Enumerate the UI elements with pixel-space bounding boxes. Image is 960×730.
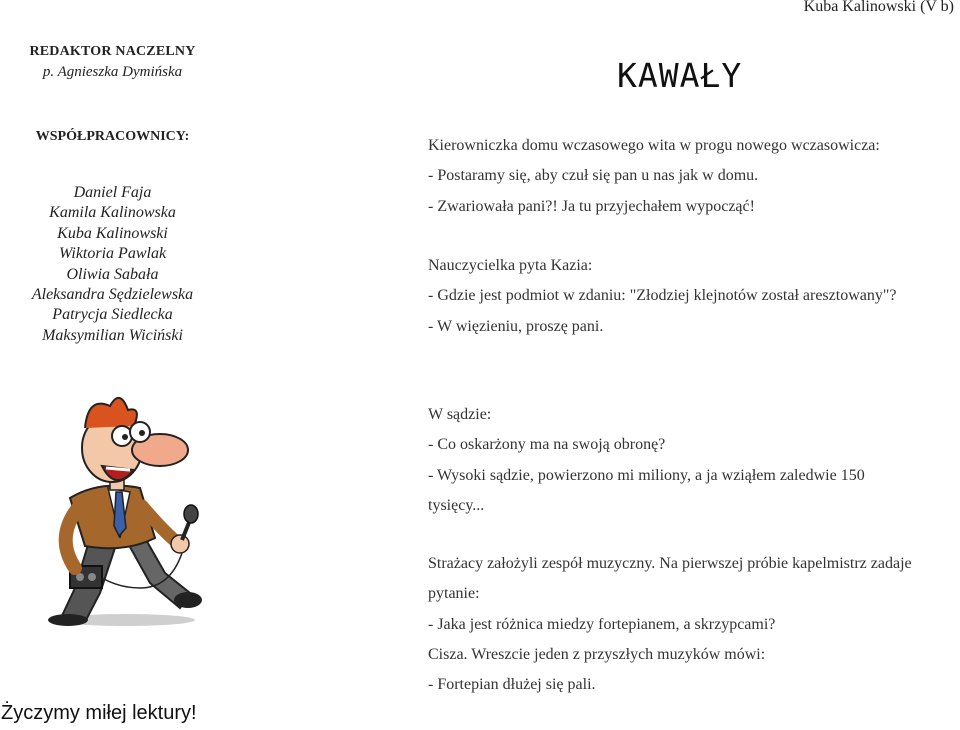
joke-line: - Gdzie jest podmiot w zdaniu: "Złodziej klejnotów został aresztowany"?: [428, 287, 897, 305]
page-title: KAWAŁY: [617, 56, 743, 95]
reporter-cartoon-image: [30, 388, 230, 628]
closing-message: Życzymy miłej lektury!: [1, 702, 197, 724]
joke-line: W sądzie:: [428, 406, 492, 423]
joke-line: - Co oskarżony ma na swoją obronę?: [428, 436, 666, 454]
collaborator-name: Kuba Kalinowski: [57, 224, 168, 242]
collaborator-name: Daniel Faja: [73, 184, 152, 201]
editor-title: REDAKTOR NACZELNY: [29, 44, 196, 59]
author-credit: Kuba Kalinowski (V b): [803, 0, 954, 15]
joke-3: [428, 400, 958, 521]
joke-line: Kierowniczka domu wczasowego wita w progu nowego wczasowicza:: [428, 137, 880, 154]
collaborator-name: Aleksandra Sędzielewska: [31, 286, 194, 304]
joke-line: - Fortepian dłużej się pali.: [428, 676, 596, 694]
joke-line: Cisza. Wreszcie jeden z przyszłych muzyków mówi:: [428, 645, 766, 663]
joke-line: Strażacy założyli zespół muzyczny. Na pierwszej próbie kapelmistrz zadaje pytanie:: [428, 555, 912, 603]
collaborator-name: Kamila Kalinowska: [49, 204, 176, 222]
collaborators-list: [0, 183, 225, 346]
collaborator-name: Maksymilian Wiciński: [42, 326, 183, 344]
joke-line: - Jaka jest różnica miedzy fortepianem, a skrzypcami?: [428, 615, 776, 633]
joke-line: - W więzieniu, proszę pani.: [428, 317, 604, 335]
collaborator-name: Wiktoria Pawlak: [58, 245, 167, 263]
joke-line: - Wysoki sądzie, powierzono mi miliony, a ja wziąłem zaledwie 150 tysięcy...: [428, 466, 865, 514]
editorial-sidebar: [0, 44, 225, 346]
reporter-illustration: [30, 388, 230, 628]
joke-2: [428, 251, 958, 342]
joke-line: - Zwariowała pani?! Ja tu przyjechałem wypocząć!: [428, 197, 755, 215]
joke-line: Nauczycielka pyta Kazia:: [428, 257, 593, 274]
editor-name: p. Agnieszka Dymińska: [42, 64, 183, 80]
collaborators-title: WSPÓŁPRACOWNICY:: [35, 129, 190, 144]
collaborator-name: Oliwia Sabała: [66, 265, 159, 283]
joke-line: - Postaramy się, aby czuł się pan u nas jak w domu.: [428, 167, 759, 185]
collaborator-name: Patrycja Siedlecka: [52, 306, 173, 324]
joke-1: [428, 131, 958, 222]
joke-4: [428, 549, 958, 700]
